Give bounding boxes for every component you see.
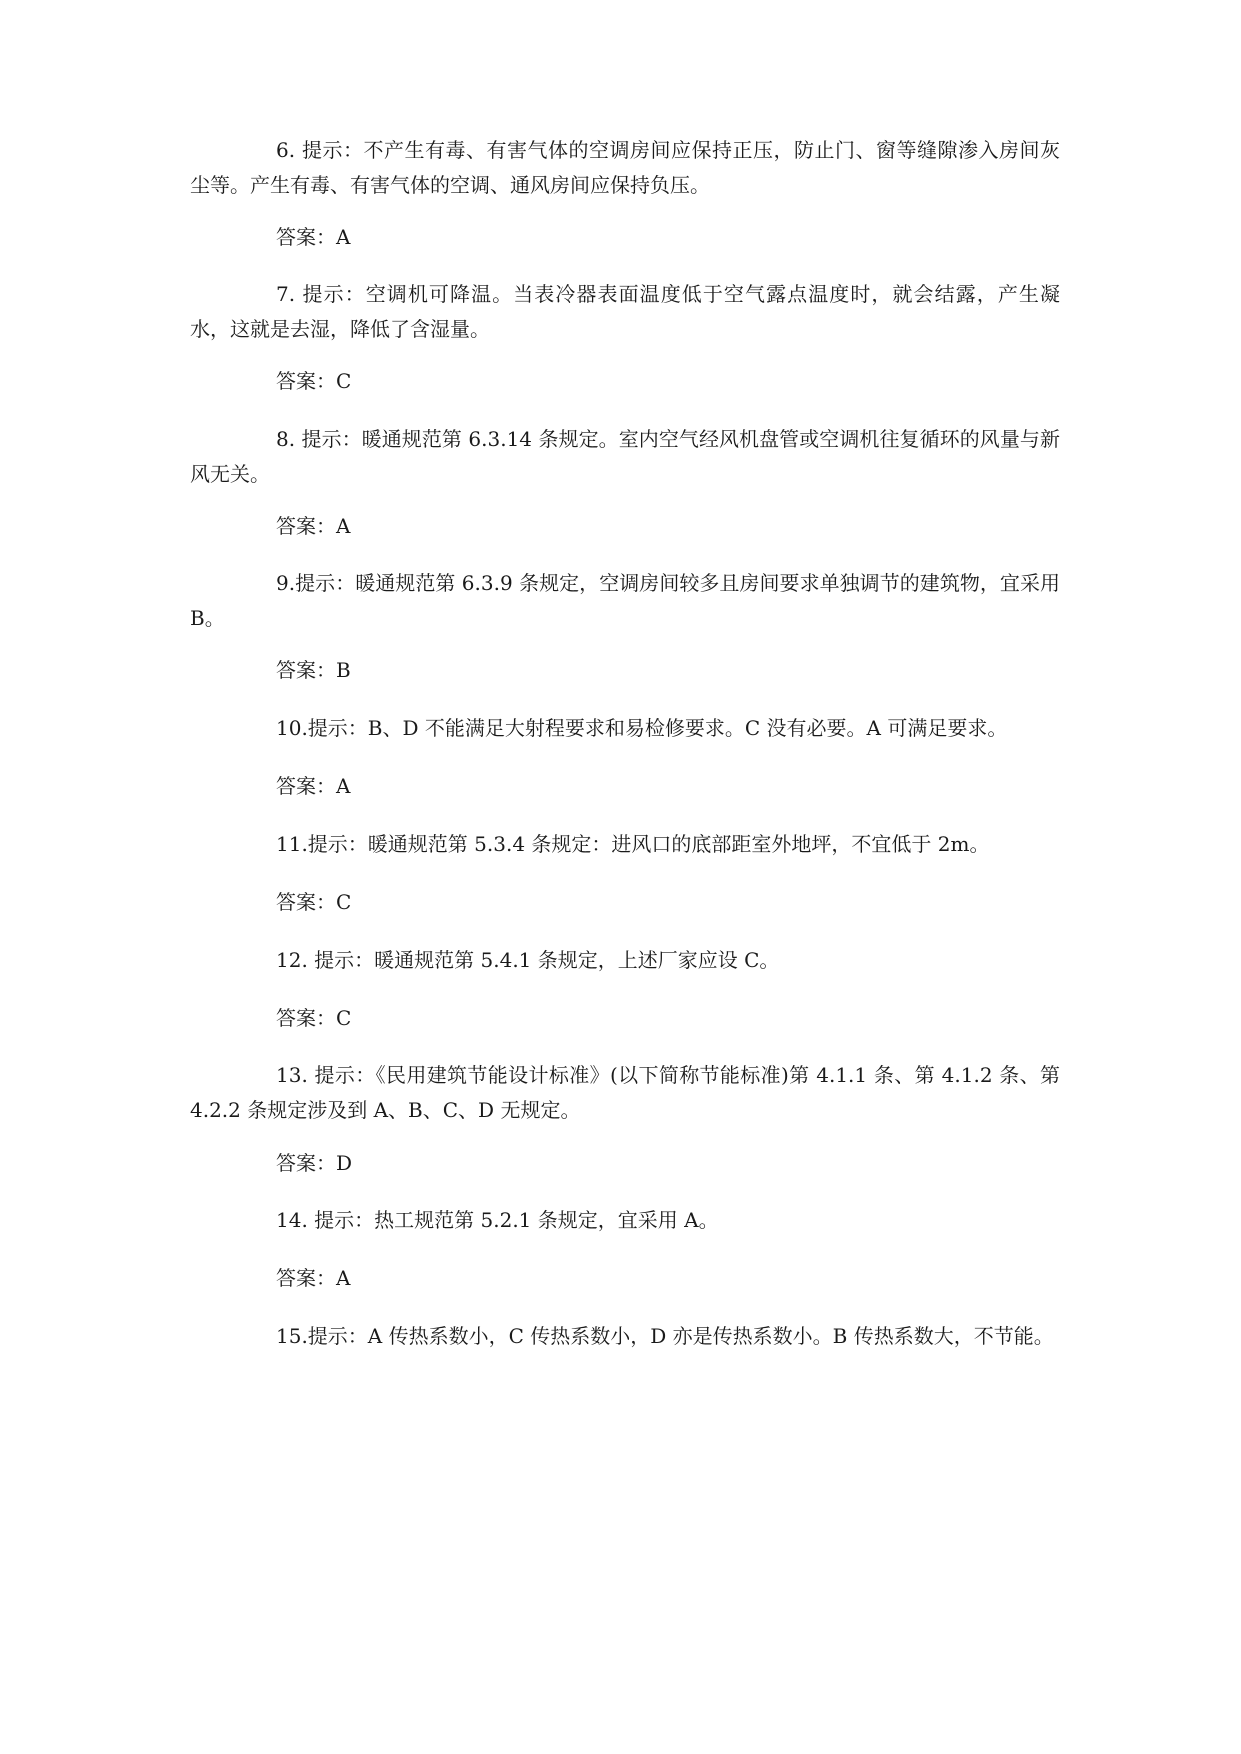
answer-12: 答案：C <box>276 1006 352 1030</box>
answer-7: 答案：C <box>276 369 352 393</box>
answer-14: 答案：A <box>276 1266 351 1290</box>
hint-7: 7. 提示：空调机可降温。当表冷器表面温度低于空气露点温度时，就会结露，产生凝水，这就是去湿，降低了含湿量。 <box>190 282 1060 341</box>
hint-9: 9.提示：暖通规范第 6.3.9 条规定，空调房间较多且房间要求单独调节的建筑物，宜采用 B。 <box>190 571 1060 630</box>
hint-10: 10.提示：B、D 不能满足大射程要求和易检修要求。C 没有必要。A 可满足要求。 <box>276 716 1008 740</box>
answer-11: 答案：C <box>276 890 352 914</box>
hint-13: 13. 提示：《民用建筑节能设计标准》(以下简称节能标准)第 4.1.1 条、第 4.1.2 条、第 4.2.2 条规定涉及到 A、B、C、D 无规定。 <box>190 1063 1060 1122</box>
hint-8: 8. 提示：暖通规范第 6.3.14 条规定。室内空气经风机盘管或空调机往复循环的风量与新风无关。 <box>190 427 1060 486</box>
answer-6: 答案：A <box>276 225 351 249</box>
hint-14: 14. 提示：热工规范第 5.2.1 条规定，宜采用 A。 <box>276 1208 719 1232</box>
hint-15: 15.提示：A 传热系数小，C 传热系数小，D 亦是传热系数小。B 传热系数大，不节能。 <box>276 1324 1054 1348</box>
answer-13: 答案：D <box>276 1151 353 1175</box>
answer-10: 答案：A <box>276 774 351 798</box>
hint-11: 11.提示：暖通规范第 5.3.4 条规定：进风口的底部距室外地坪，不宜低于 2m。 <box>276 832 990 856</box>
answer-8: 答案：A <box>276 514 351 538</box>
answer-9: 答案：B <box>276 658 351 682</box>
hint-6: 6. 提示：不产生有毒、有害气体的空调房间应保持正压，防止门、窗等缝隙渗入房间灰尘等。产生有毒、有害气体的空调、通风房间应保持负压。 <box>190 138 1060 197</box>
hint-12: 12. 提示：暖通规范第 5.4.1 条规定，上述厂家应设 C。 <box>276 948 780 972</box>
